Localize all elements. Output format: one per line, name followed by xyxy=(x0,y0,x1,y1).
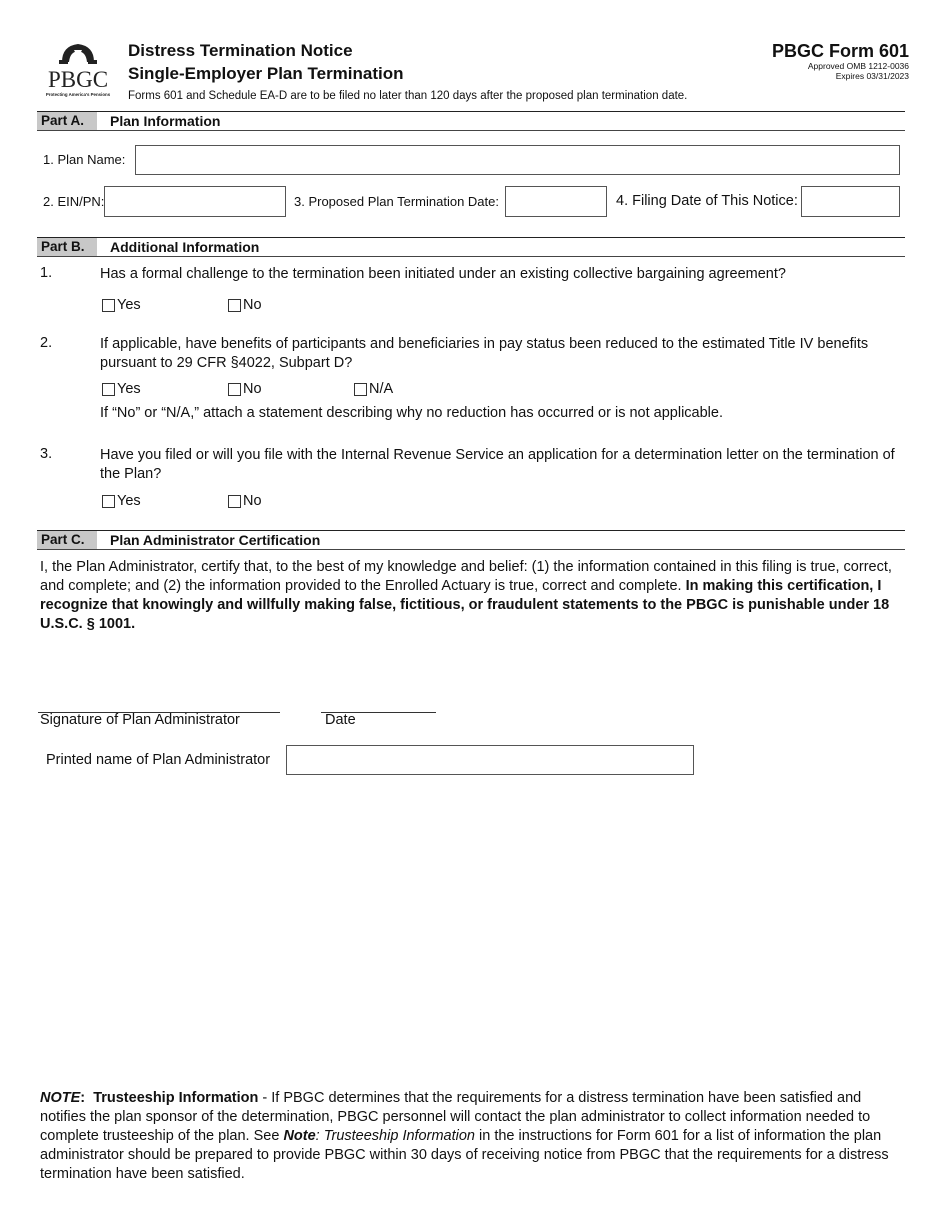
checkbox-icon[interactable] xyxy=(228,383,241,396)
form-number: PBGC Form 601 xyxy=(771,41,909,61)
filing-date-label: 4. Filing Date of This Notice: xyxy=(616,193,798,209)
printed-name-label: Printed name of Plan Administrator xyxy=(46,752,271,768)
part-a-tag: Part A. xyxy=(37,112,97,130)
signature-label: Signature of Plan Administrator xyxy=(40,712,240,728)
q1-no-label: No xyxy=(243,297,262,313)
form-title: Distress Termination Notice xyxy=(128,41,353,60)
note-text-1: - If PBGC determines that the requirements for a distress termination have been satisfied and notifies the plan sponsor of the determination, PBGC personnel will contact the plan administrator to collect information needed to complete trusteeship of the plan. See xyxy=(40,1090,871,1144)
filing-deadline-note: Forms 601 and Schedule EA-D are to be filed no later than 120 days after the proposed plan termination date. xyxy=(128,90,688,102)
printed-name-field[interactable] xyxy=(286,745,694,775)
note-colon: : xyxy=(80,1090,86,1106)
q3-no-label: No xyxy=(243,493,262,509)
expiration-date: Expires 03/31/2023 xyxy=(835,71,909,81)
termination-date-field[interactable] xyxy=(505,186,607,217)
q3-yes-label: Yes xyxy=(117,493,141,509)
question-1-number: 1. xyxy=(40,265,53,281)
omb-number: Approved OMB 1212-0036 xyxy=(807,61,909,71)
question-1-text: Has a formal challenge to the termination been initiated under an existing collective bargaining agreement? xyxy=(100,266,786,282)
checkbox-icon[interactable] xyxy=(102,495,115,508)
ein-pn-label: 2. EIN/PN: xyxy=(43,194,105,209)
question-2-note: If “No” or “N/A,” attach a statement describing why no reduction has occurred or is not applicable. xyxy=(100,405,723,421)
plan-name-label: 1. Plan Name: xyxy=(43,152,126,167)
note-word: NOTE xyxy=(40,1090,81,1106)
part-b-tag: Part B. xyxy=(37,238,97,256)
pbgc-logo-icon xyxy=(40,40,116,98)
checkbox-icon[interactable] xyxy=(354,383,367,396)
checkbox-icon[interactable] xyxy=(228,299,241,312)
certification-text: I, the Plan Administrator, certify that, to the best of my knowledge and belief: (1) the information contained in this filing is true, correct, and complete; and (2) the information provided to the Enrolled Actuary is true, correct and complete. xyxy=(40,559,892,594)
logo-text: PBGC xyxy=(47,67,109,92)
trusteeship-note xyxy=(40,1089,900,1184)
part-c-title: Plan Administrator Certification xyxy=(110,532,321,548)
logo-tagline: Protecting America's Pensions xyxy=(45,92,111,97)
part-a-header xyxy=(37,111,905,131)
ein-pn-field[interactable] xyxy=(104,186,286,217)
q3-yes-option[interactable] xyxy=(102,493,141,509)
checkbox-icon[interactable] xyxy=(102,383,115,396)
part-a-title: Plan Information xyxy=(110,113,221,129)
q3-no-option[interactable] xyxy=(228,493,262,509)
question-2-text: If applicable, have benefits of participants and beneficiaries in pay status been reduced to the estimated Title IV benefits pursuant to 29 CFR §4022, Subpart D? xyxy=(100,336,869,371)
part-c-tag: Part C. xyxy=(37,531,97,549)
q2-na-option[interactable] xyxy=(354,381,393,397)
certification-warning: In making this certification, I recognize that knowingly and willfully making false, fictitious, or fraudulent statements to the PBGC is punishable under 18 U.S.C. § 1001. xyxy=(40,578,890,632)
termination-date-label: 3. Proposed Plan Termination Date: xyxy=(294,194,499,209)
form-subtitle: Single-Employer Plan Termination xyxy=(128,64,404,83)
checkbox-icon[interactable] xyxy=(102,299,115,312)
note-word-2: Note xyxy=(283,1128,316,1144)
checkbox-icon[interactable] xyxy=(228,495,241,508)
part-c-header xyxy=(37,530,905,550)
q2-na-label: N/A xyxy=(369,381,394,397)
note-italic-ref: : Trusteeship Information xyxy=(315,1128,475,1144)
note-heading: Trusteeship Information xyxy=(93,1090,259,1106)
date-label: Date xyxy=(325,712,356,728)
pbgc-logo xyxy=(40,40,116,98)
part-b-header xyxy=(37,237,905,257)
plan-name-field[interactable] xyxy=(135,145,900,175)
q2-no-label: No xyxy=(243,381,262,397)
part-b-title: Additional Information xyxy=(110,239,260,255)
certification-statement xyxy=(40,558,902,634)
q2-yes-option[interactable] xyxy=(102,381,141,397)
q1-yes-option[interactable] xyxy=(102,297,141,313)
question-3-number: 3. xyxy=(40,446,53,462)
q2-yes-label: Yes xyxy=(117,381,141,397)
note-text-2: in the instructions for Form 601 for a list of information the plan administrator should be prepared to provide PBGC within 30 days of receiving notice from PBGC that the requirements for a distress termination have been satisfied. xyxy=(40,1128,889,1182)
q1-no-option[interactable] xyxy=(228,297,262,313)
question-3-text: Have you filed or will you file with the Internal Revenue Service an application for a determination letter on the termination of the Plan? xyxy=(100,447,895,482)
q2-no-option[interactable] xyxy=(228,381,262,397)
filing-date-field[interactable] xyxy=(801,186,900,217)
q1-yes-label: Yes xyxy=(117,297,141,313)
question-2-number: 2. xyxy=(40,335,53,351)
